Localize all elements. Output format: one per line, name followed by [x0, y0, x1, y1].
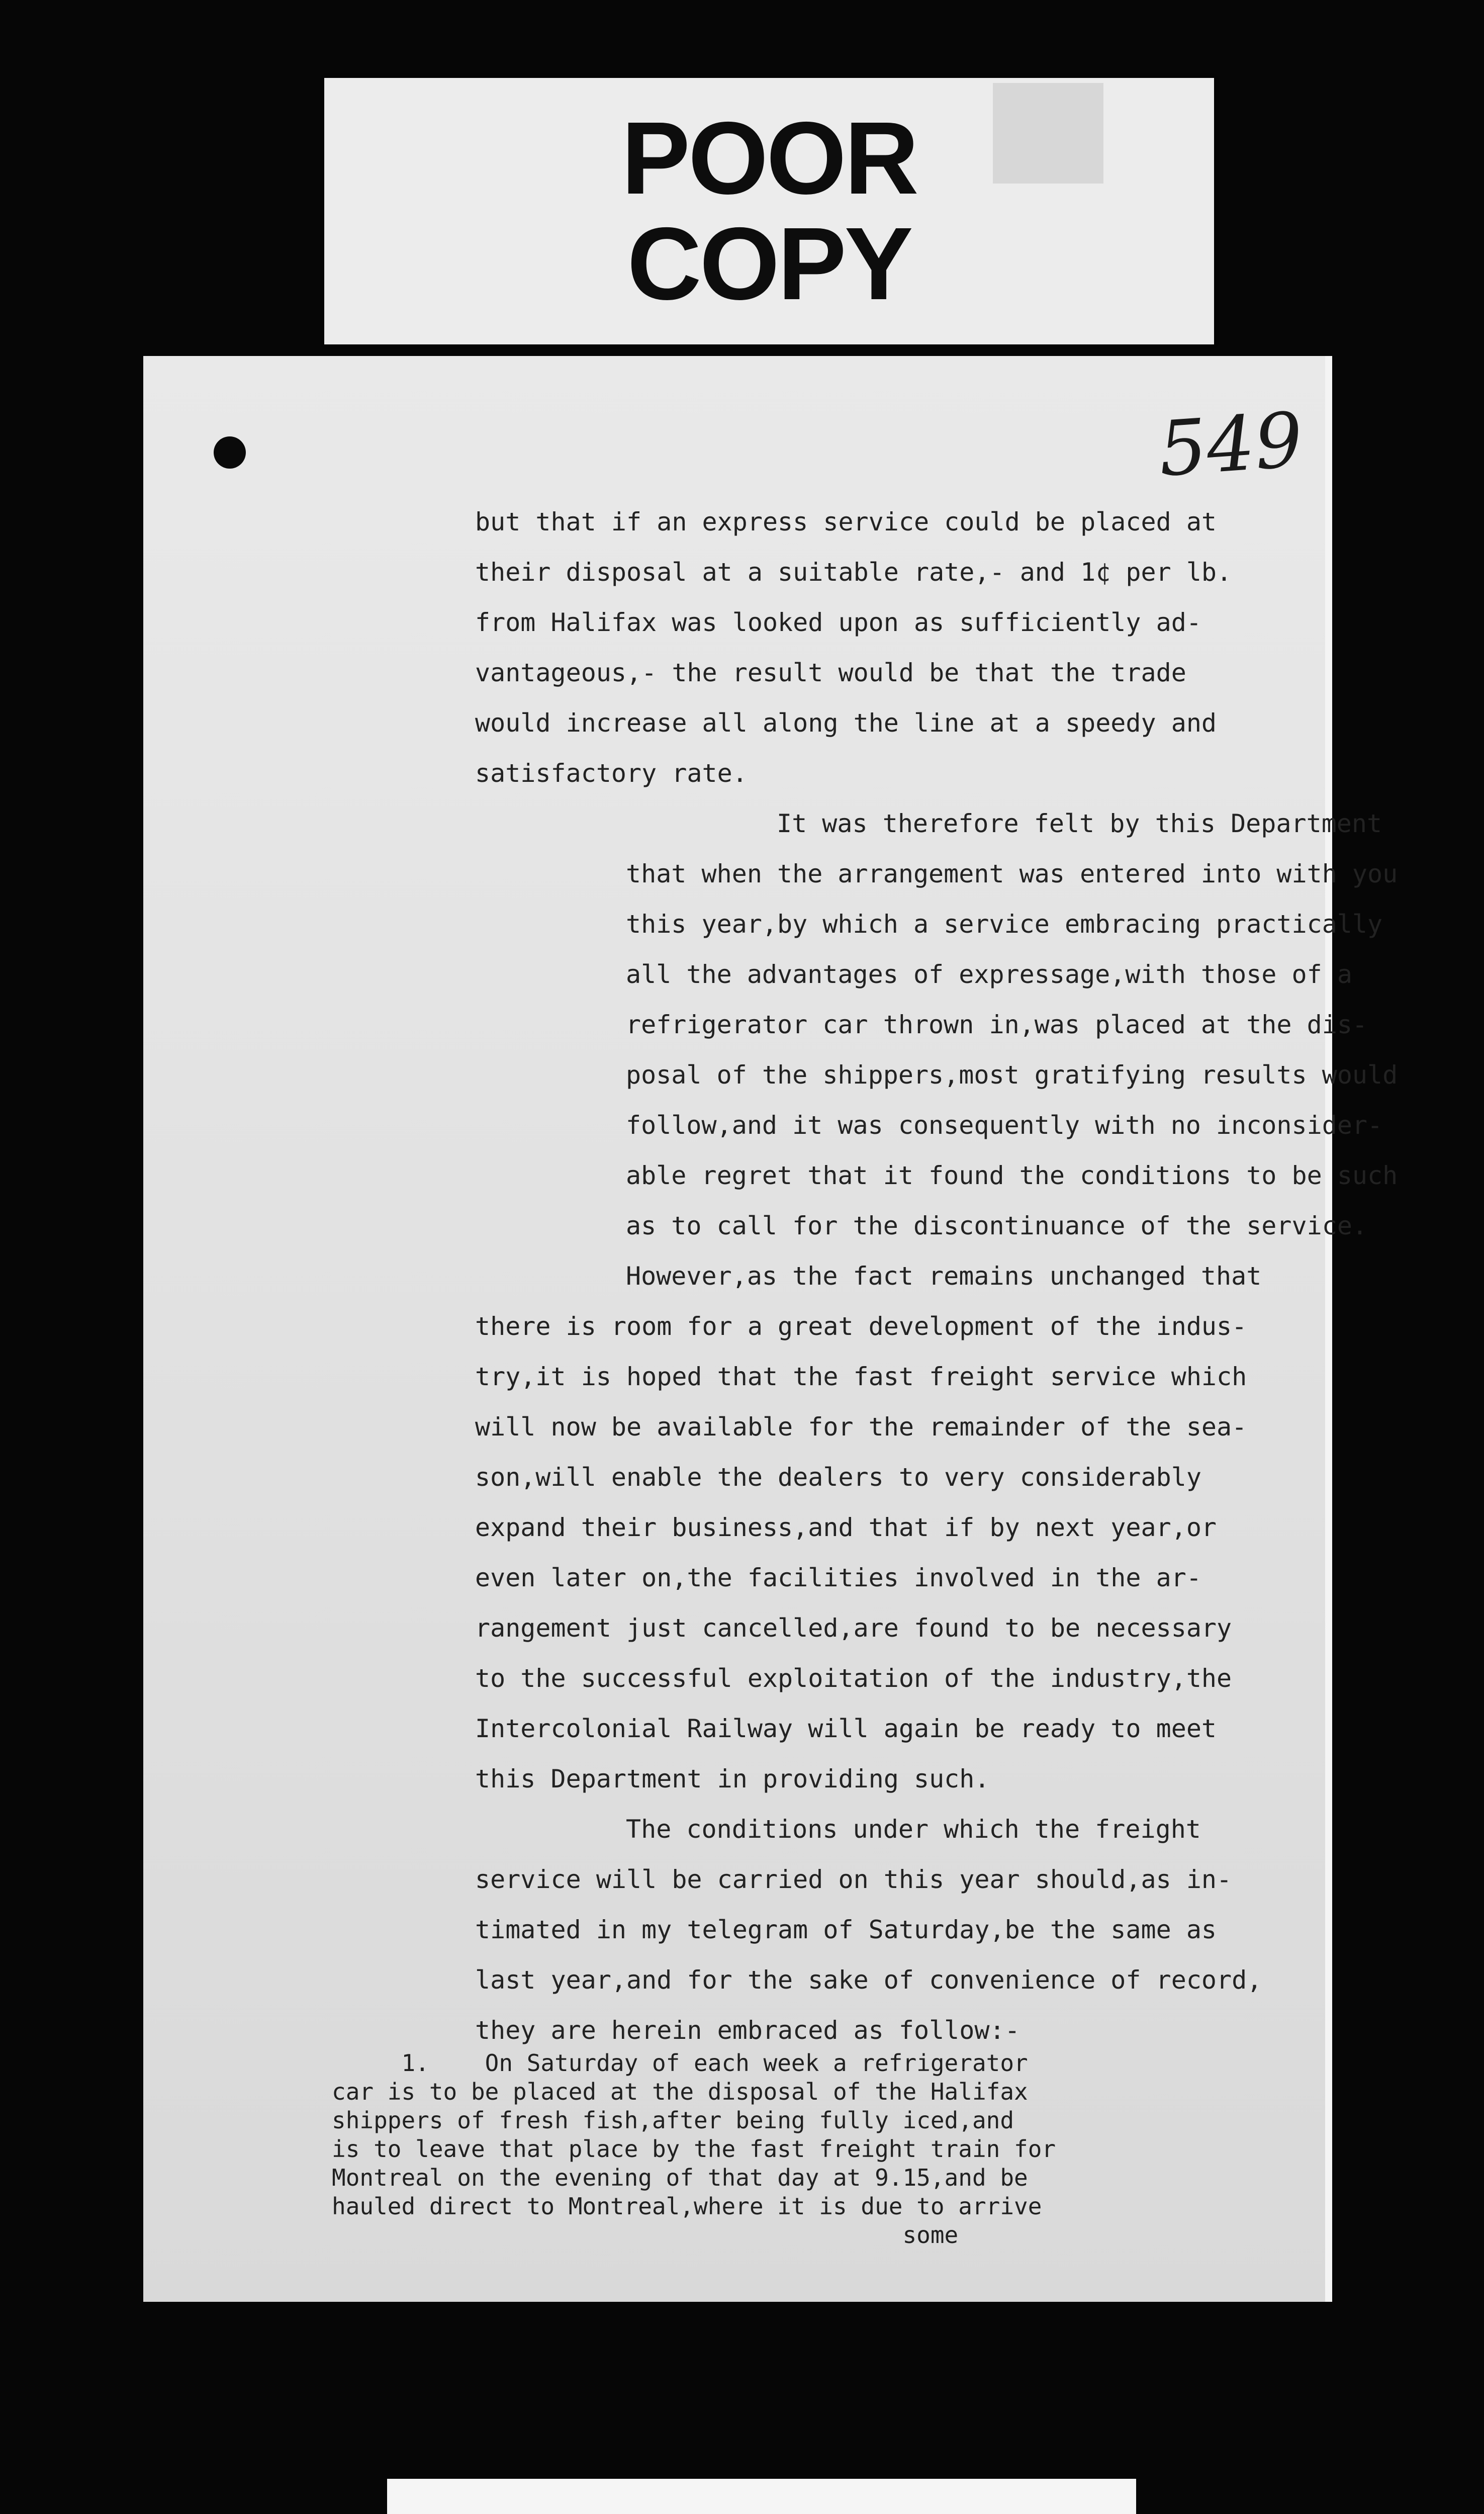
- paragraph: [475, 798, 1398, 1251]
- text-line: some: [332, 2221, 959, 2249]
- text-line: even later on,the facilities involved in the ar-: [475, 1563, 1201, 1592]
- text-line: this year,by which a service embracing practically: [626, 910, 1383, 939]
- text-line: their disposal at a suitable rate,- and 1¢ per lb.: [475, 558, 1232, 587]
- text-line: all the advantages of expressage,with those of a: [626, 960, 1352, 989]
- paragraph: [475, 1804, 1310, 2055]
- text-line: However,as the fact remains unchanged that: [626, 1262, 1262, 1291]
- text-line: car is to be placed at the disposal of the Halifax: [332, 2078, 1028, 2105]
- stamp-line-2: COPY: [627, 206, 911, 321]
- text-line: from Halifax was looked upon as sufficiently ad-: [475, 608, 1201, 637]
- text-line: able regret that it found the conditions to be such: [626, 1161, 1398, 1190]
- text-line: would increase all along the line at a speedy and: [475, 708, 1217, 738]
- text-line: rangement just cancelled,are found to be necessary: [475, 1613, 1232, 1643]
- text-line: satisfactory rate.: [475, 759, 748, 788]
- text-line: but that if an express service could be placed at: [475, 507, 1217, 536]
- text-line: is to leave that place by the fast freight train for: [332, 2135, 1056, 2163]
- stamp-smudge: [993, 83, 1103, 184]
- punch-hole: [214, 436, 246, 469]
- stamp-line-1: POOR: [621, 101, 917, 216]
- text-line: The conditions under which the freight: [626, 1815, 1201, 1844]
- text-line: refrigerator car thrown in,was placed at the dis-: [626, 1010, 1368, 1039]
- text-line: vantageous,- the result would be that the trade: [475, 658, 1186, 687]
- text-line: to the successful exploitation of the industry,the: [475, 1664, 1232, 1693]
- text-line: as to call for the discontinuance of the service.: [626, 1211, 1368, 1240]
- text-line: son,will enable the dealers to very considerably: [475, 1463, 1201, 1492]
- poor-copy-stamp: [324, 78, 1214, 344]
- text-line: expand their business,and that if by next year,or: [475, 1513, 1217, 1542]
- handwritten-page-number: 549: [1156, 396, 1306, 494]
- text-line: that when the arrangement was entered into with you: [626, 859, 1398, 888]
- text-line: they are herein embraced as follow:-: [475, 2016, 1020, 2045]
- paragraph: [475, 1251, 1310, 1804]
- text-line: It was therefore felt by this Department: [777, 809, 1382, 838]
- text-line: follow,and it was consequently with no inconsider-: [626, 1111, 1383, 1140]
- text-line: timated in my telegram of Saturday,be the same as: [475, 1915, 1217, 1944]
- text-line: will now be available for the remainder of the sea-: [475, 1412, 1247, 1442]
- typed-body: [475, 497, 1398, 2055]
- text-line: Intercolonial Railway will again be ready to meet: [475, 1714, 1217, 1743]
- text-line: Montreal on the evening of that day at 9.15,and be: [332, 2164, 1028, 2191]
- text-line: posal of the shippers,most gratifying results would: [626, 1060, 1398, 1090]
- text-line: service will be carried on this year should,as in-: [475, 1865, 1232, 1894]
- file-reference-label: [387, 2479, 1136, 2514]
- text-line: this Department in providing such.: [475, 1764, 990, 1793]
- document-page: [143, 356, 1398, 2302]
- text-line: try,it is hoped that the fast freight service which: [475, 1362, 1247, 1391]
- numbered-item-1: [332, 2049, 1262, 2250]
- text-line: 1. On Saturday of each week a refrigerator: [332, 2049, 1028, 2077]
- text-line: shippers of fresh fish,after being fully iced,and: [332, 2107, 1014, 2134]
- text-line: hauled direct to Montreal,where it is due to arrive: [332, 2193, 1042, 2220]
- paragraph: [475, 497, 1310, 798]
- text-line: last year,and for the sake of convenience of record,: [475, 1965, 1262, 1995]
- text-line: there is room for a great development of the indus-: [475, 1312, 1247, 1341]
